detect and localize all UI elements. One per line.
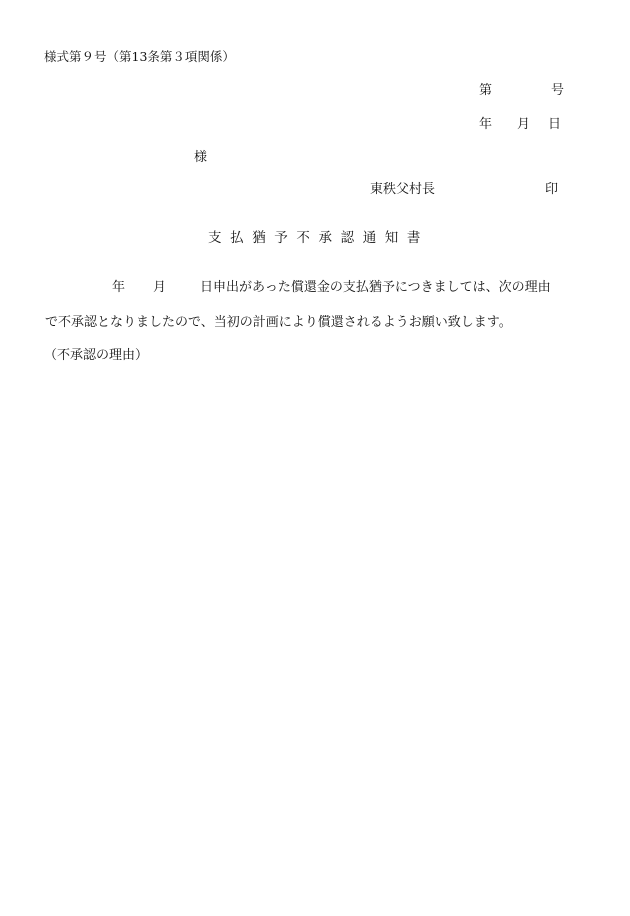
- body-line-2: で不承認となりましたので、当初の計画により償還されるようお願い致します。: [45, 315, 512, 330]
- issue-date-day: 日: [548, 117, 562, 132]
- form-number: 様式第９号（第13条第３項関係）: [44, 49, 235, 64]
- body-year: 年: [112, 280, 126, 295]
- issue-date-month: 月: [517, 117, 531, 132]
- document-number-prefix: 第: [479, 83, 493, 98]
- reason-heading: （不承認の理由）: [44, 348, 149, 363]
- addressee-honorific: 様: [194, 150, 208, 165]
- document-title: 支払猶予不承認通知書: [208, 230, 429, 246]
- seal-mark: 印: [545, 182, 559, 197]
- body-month: 月: [153, 280, 167, 295]
- sender-name: 東秩父村長: [370, 182, 436, 197]
- body-line-1: 日申出があった償還金の支払猶予につきましては、次の理由: [200, 280, 551, 295]
- issue-date-year: 年: [479, 117, 493, 132]
- document-number-suffix: 号: [551, 83, 565, 98]
